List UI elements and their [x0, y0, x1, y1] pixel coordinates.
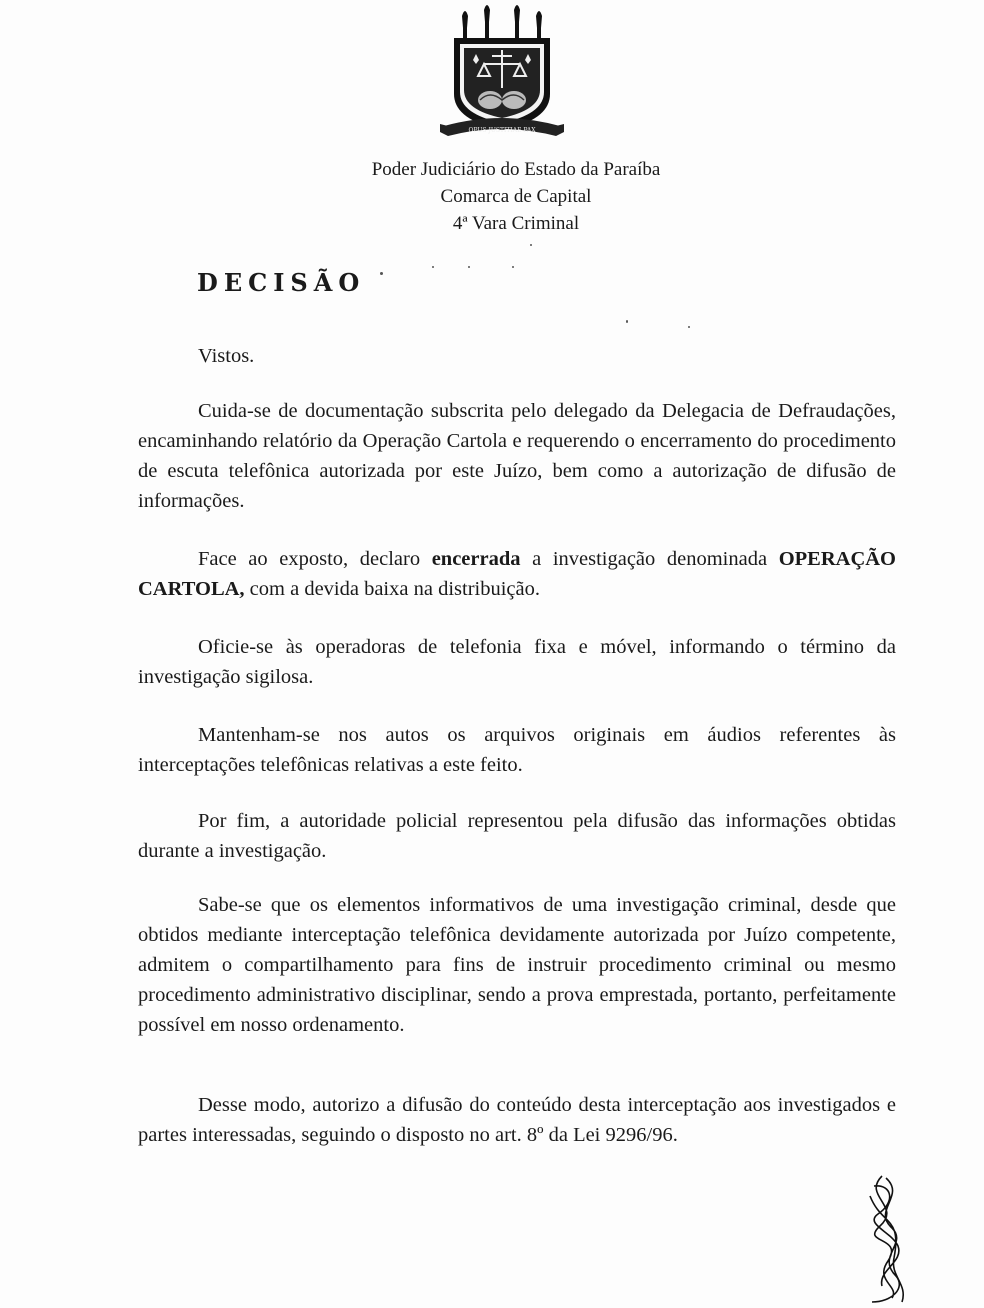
- header-line-court: Poder Judiciário do Estado da Paraíba: [371, 159, 661, 180]
- coat-of-arms-seal: [440, 2, 564, 152]
- seal-motto: OPUS JUSTITIAE PAX: [468, 127, 536, 134]
- paragraph-sabe-se: Sabe-se que os elementos informativos de uma investigação criminal, desde que obtidos mediante interceptação telefônica devidamente autorizada por Juízo competente, admitem o compartilhamento para fins de instruir procedimento criminal ou mesmo procedimento administrativo disciplinar, sendo a prova emprestada, portanto, perfeitamente possível em nosso ordenamento.: [138, 894, 896, 1036]
- scan-speck: [626, 320, 628, 323]
- decision-title: DECISÃO: [197, 268, 366, 297]
- paragraph-oficie-se: Oficie-se às operadoras de telefonia fixa e móvel, informando o término da investigação sigilosa.: [138, 636, 896, 688]
- scan-speck: [530, 244, 532, 246]
- bold-encerrada: encerrada: [431, 548, 521, 570]
- paragraph-face-ao-exposto: [138, 544, 896, 604]
- header-line-comarca: Comarca de Capital: [440, 186, 592, 207]
- paragraph-text: Face ao exposto, declaro: [198, 548, 432, 570]
- header-line-vara: 4ª Vara Criminal: [452, 213, 580, 234]
- scan-speck: [688, 326, 690, 328]
- bold-operacao-cartola: OPERAÇÃO CARTOLA,: [138, 548, 896, 600]
- handwritten-signature: [852, 1166, 922, 1306]
- scan-speck: [432, 266, 434, 268]
- paragraph-desse-modo: Desse modo, autorizo a difusão do conteúdo desta interceptação aos investigados e partes interessadas, seguindo o disposto no art. 8º da Lei 9296/96.: [138, 1094, 896, 1146]
- paragraph-por-fim: Por fim, a autoridade policial representou pela difusão das informações obtidas durante a investigação.: [138, 810, 896, 862]
- paragraph-mantenham-se: Mantenham-se nos autos os arquivos originais em áudios referentes às interceptações telefônicas relativas a este feito.: [138, 724, 896, 776]
- paragraph-vistos: Vistos.: [198, 345, 255, 367]
- scan-speck: [512, 266, 514, 268]
- scan-speck: [468, 266, 470, 268]
- paragraph-text: com a devida baixa na distribuição.: [244, 578, 540, 600]
- scan-speck: [380, 272, 383, 275]
- paragraph-cuida-se: Cuida-se de documentação subscrita pelo delegado da Delegacia de Defraudações, encaminhando relatório da Operação Cartola e requerendo o encerramento do procedimento de escuta telefônica autorizada por este Juízo, bem como a autorização de difusão de informações.: [138, 400, 896, 512]
- paragraph-text: a investigação denominada: [520, 548, 779, 570]
- court-header: [300, 156, 732, 237]
